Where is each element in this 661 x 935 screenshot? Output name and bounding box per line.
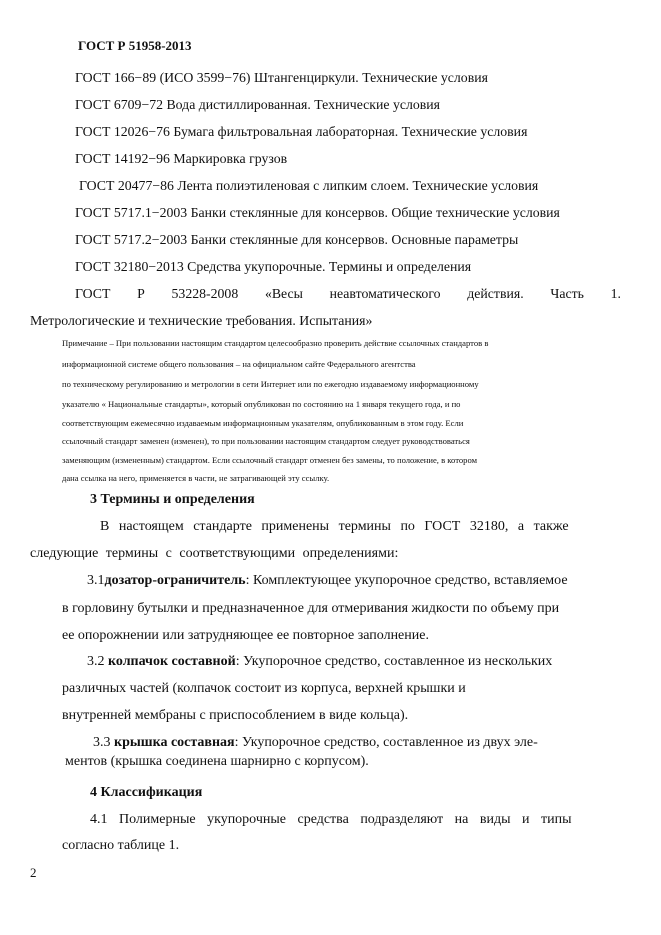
note-line: указателю « Национальные стандарты», который опубликован по состоянию на 1 января текущего года, и по bbox=[62, 399, 461, 409]
paragraph-line: согласно таблице 1. bbox=[62, 838, 180, 853]
paragraph-line: внутренней мембраны с приспособлением в виде кольца). bbox=[62, 708, 409, 723]
term-number: 3.1 bbox=[87, 573, 105, 588]
standard-code-header: ГОСТ Р 51958-2013 bbox=[78, 38, 192, 53]
paragraph-line: В настоящем стандарте применены термины по ГОСТ 32180, а также bbox=[100, 519, 569, 534]
term-definition bbox=[93, 735, 538, 751]
note-line: соответствующим ежемесячно издаваемым информационным указателям, опубликованным в этом году. Если bbox=[62, 418, 464, 428]
paragraph-line: следующие термины с соответствующими определениями: bbox=[30, 546, 399, 561]
ref-word: неавтоматического bbox=[329, 286, 441, 301]
term-definition-text: : Укупорочное средство, составленное из двух эле- bbox=[234, 735, 538, 750]
reference-item-continuation: Метрологические и технические требования. Испытания» bbox=[30, 313, 373, 328]
term-definition-text: : Комплектующее укупорочное средство, вставляемое bbox=[245, 573, 568, 588]
page-number: 2 bbox=[30, 865, 37, 880]
paragraph-line: ее опорожнении или затрудняющее ее повторное заполнение. bbox=[62, 628, 429, 643]
ref-word: «Весы bbox=[264, 286, 303, 301]
ref-word: действия. bbox=[467, 286, 524, 301]
section-heading: 3 Термины и определения bbox=[90, 492, 255, 507]
reference-item: ГОСТ 12026−76 Бумага фильтровальная лабораторная. Технические условия bbox=[75, 124, 528, 139]
term-definition bbox=[87, 654, 552, 670]
ref-word: 1. bbox=[610, 286, 621, 301]
reference-item: ГОСТ 5717.1−2003 Банки стеклянные для консервов. Общие технические условия bbox=[75, 205, 560, 220]
term-name: колпачок составной bbox=[108, 654, 236, 669]
reference-item-justified bbox=[75, 286, 621, 302]
term-number: 3.3 bbox=[93, 735, 114, 750]
term-definition bbox=[87, 573, 568, 589]
reference-item: ГОСТ 32180−2013 Средства укупорочные. Термины и определения bbox=[75, 259, 472, 274]
term-name: крышка составная bbox=[114, 735, 235, 750]
paragraph-line: ментов (крышка соединена шарнирно с корпусом). bbox=[65, 754, 369, 769]
note-line: заменяющим (измененным) стандартом. Если ссылочный стандарт отменен без замены, то положение, в котором bbox=[62, 455, 478, 465]
term-number: 3.2 bbox=[87, 654, 108, 669]
reference-item: ГОСТ 6709−72 Вода дистиллированная. Технические условия bbox=[75, 97, 440, 112]
term-name: дозатор-ограничитель bbox=[104, 573, 246, 588]
paragraph-line: в горловину бутылки и предназначенное для отмеривания жидкости по объему при bbox=[62, 601, 560, 616]
note-line: по техническому регулированию и метрологии в сети Интернет или по ежегодно издаваемому информационному bbox=[62, 379, 479, 389]
ref-word: Р bbox=[137, 286, 145, 301]
ref-word: ГОСТ bbox=[75, 286, 111, 301]
reference-item: ГОСТ 166−89 (ИСО 3599−76) Штангенциркули. Технические условия bbox=[75, 70, 488, 85]
reference-item: ГОСТ 5717.2−2003 Банки стеклянные для консервов. Основные параметры bbox=[75, 232, 519, 247]
note-line: дана ссылка на него, применяется в части, не затрагивающей эту ссылку. bbox=[62, 473, 330, 483]
reference-item: ГОСТ 14192−96 Маркировка грузов bbox=[75, 151, 288, 166]
paragraph-line: 4.1 Полимерные укупорочные средства подразделяют на виды и типы bbox=[90, 812, 572, 827]
term-definition-text: : Укупорочное средство, составленное из нескольких bbox=[235, 654, 553, 669]
section-heading: 4 Классификация bbox=[90, 785, 203, 800]
ref-word: Часть bbox=[550, 286, 584, 301]
note-line: ссылочный стандарт заменен (изменен), то при пользовании настоящим стандартом следует руководствоваться bbox=[62, 436, 470, 446]
ref-word: 53228-2008 bbox=[171, 286, 239, 301]
note-line: информационной системе общего пользования – на официальном сайте Федерального агентства bbox=[62, 359, 416, 369]
reference-item: ГОСТ 20477−86 Лента полиэтиленовая с липким слоем. Технические условия bbox=[79, 178, 539, 193]
paragraph-line: различных частей (колпачок состоит из корпуса, верхней крышки и bbox=[62, 681, 466, 696]
note-line: Примечание – При пользовании настоящим стандартом целесообразно проверить действие ссылочных стандартов в bbox=[62, 338, 489, 348]
